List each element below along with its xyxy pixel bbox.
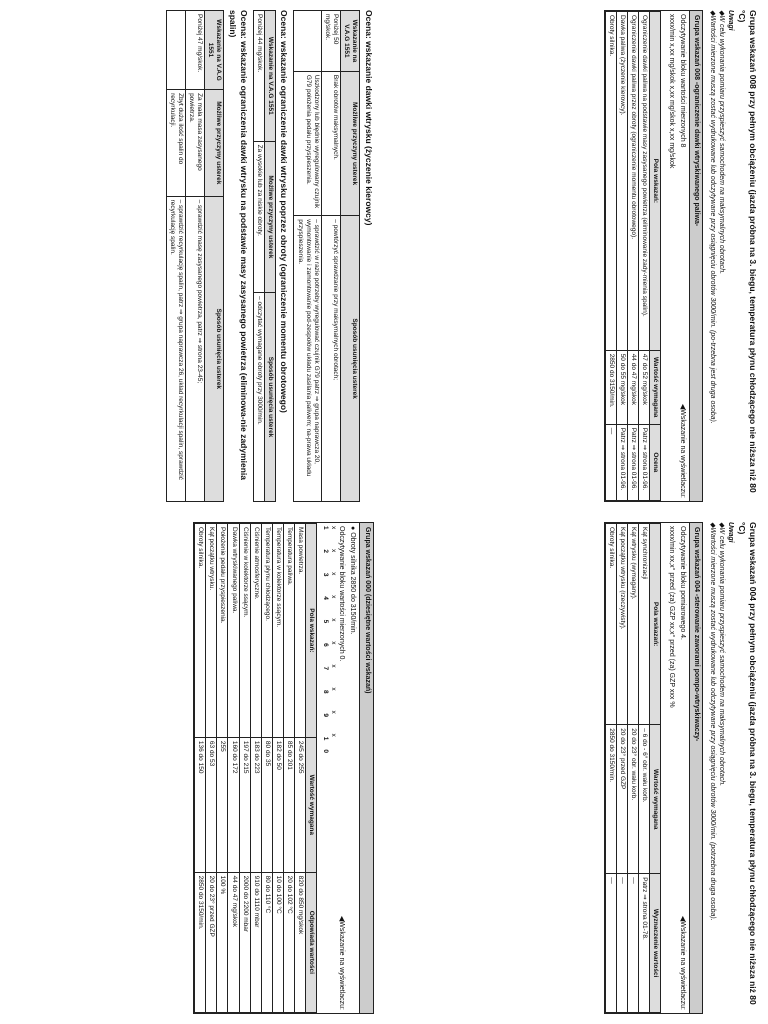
table-cell: Za wysokie lub za niskie obroty.: [253, 141, 264, 292]
page-section-group-004: [384, 512, 768, 1024]
display-label: ◀ Wskazanie na wyświetlaczu:: [677, 404, 686, 498]
table-cell: 80 do 110 °C: [261, 872, 272, 1012]
table-cell: – sprawdzić w razie potrzeby wyregulować czujnik G79 patrz ⇒ grupa naprawcza 20, wymontowanie i zamontowanie pod-zespołów układu zasilania paliwem; na-prawa układu przyspieszenia.: [294, 216, 321, 502]
table-row: [284, 524, 295, 1013]
notes-heading: Uwagi: [726, 10, 734, 31]
display-label: ◀ Wskazanie na wyświetlaczu:: [337, 916, 346, 1010]
table-cell: 245 do 255: [295, 737, 306, 872]
table-cell: Poniżej 50 mg/skok.: [321, 11, 340, 72]
read-block-label: Odczytywanie bloku wartości mierzonych 0.: [338, 526, 346, 662]
table-cell: 2850 do 3150/min.: [605, 350, 616, 424]
table-cell: Kąt początku wtrysku (rzeczywisty).: [616, 524, 627, 725]
table-cell: 20 do 23° obr. wału korb.: [627, 725, 638, 874]
table-cell: 2850 do 3150/min.: [605, 725, 616, 874]
table-cell: Kąt synchronizacji: [639, 524, 650, 725]
read-block-label: Odczytywanie bloku wartości mierzonych 8: [678, 14, 686, 148]
table-cell: 85 do 201: [284, 737, 295, 872]
table-cell: —: [627, 874, 638, 1013]
table-row: [228, 524, 239, 1013]
table-cell: 136 do 150: [195, 737, 206, 872]
table-row: [616, 12, 627, 501]
table-cell: Temperatura paliwa.: [284, 524, 295, 738]
table-cell: Dawka paliwa (życzenie kierowcy).: [616, 12, 627, 351]
table-cell: [166, 11, 185, 90]
table-cell: Obroty silnika.: [195, 524, 206, 738]
table-cell: Patrz ⇒ strona 01-78.: [639, 874, 650, 1013]
table-row: [616, 524, 627, 1013]
section-title: Grupa wskazań 008 przy pełnym obciążeniu (jazda próbna na 3. biegu, temperatura płynu chłodzącego nie niższa niż 80 °C): [737, 10, 758, 493]
table-cell: 50 do 55 mg/skok: [616, 350, 627, 424]
table-cell: 20 do 23° przed GZP: [206, 872, 217, 1012]
table-cell: – sprawdzić masę zasysanego powietrza, patrz ⇒ strona 23-45;: [185, 196, 204, 501]
table-cell: Zbyt duża ilość spalin do recyrkulacji.: [166, 90, 185, 197]
table-cell: 10 do 100 °C: [273, 872, 284, 1012]
table-row: [605, 524, 616, 1013]
table-row: [627, 12, 638, 501]
table-group-008: Pola wskazań: Wartość wymagana Ocena Ograniczenie dawki paliwa na podstawie masy zasysanego powietrza (eliminowanie zady-mienia spalin). 47 do 52 mg/skok Patrz ⇒ strona 01-96. Ograniczenie dawki paliwa przez obroty (ograniczenie momentu obrotowego). 44 do 47 mg/skok Patrz ⇒ strona 01-96. Dawka paliwa (życzenie kierowcy). 50 do 55 mg/skok Patrz ⇒ strona 01-96. Obroty silnika. 2850 do 3150/min. —: [605, 11, 662, 501]
table-cell: 183 do 223: [250, 737, 261, 872]
section-title: Ocena: wskazanie dawki wtrysku (życzenie kierowcy): [364, 10, 374, 226]
table-cell: 2850 do 3150/min.: [195, 872, 206, 1012]
table-group-004: Pola wskazań: Wartość wymagana Wyznaczenie wartości Kąt synchronizacji – 6 do - 6° obr. wału korb. Patrz ⇒ strona 01-78. Kąt wtrysku (wymagany). 20 do 23° obr. wału korb. — Kąt początku wtrysku (rzeczywisty). 20 do 23° przed GZP — Obroty silnika. 2850 do 3150/min. —: [605, 523, 662, 1013]
table-row: [321, 11, 340, 502]
table-row: [627, 524, 638, 1013]
table-cell: Położenie pedału przyspieszenia.: [217, 524, 228, 738]
display-group-000: [193, 522, 374, 1014]
note-item: ◆ W celu wykonania pomiaru przyspieszyć samochodem na maksymalnych obrotach.: [716, 522, 725, 1014]
table-cell: 20 do 23° przed GZP: [616, 725, 627, 874]
note-item: ◆ Wartości mierzone muszą zostać wydrukowane lub odczytywane przy osiągnięciu obrotów 3000/min. (potrzebna druga osoba).: [708, 522, 717, 1014]
table-cell: Patrz ⇒ strona 01-96.: [616, 424, 627, 500]
table-cell: – sprawdzić recyrkulację spalin, patrz ⇒ grupa naprawcza 26, układ recyrkulacji spalin, sprawdzić recyrkulację spalin.: [166, 196, 185, 501]
table-cell: Patrz ⇒ strona 01-96.: [627, 424, 638, 500]
table-cell: Brak obrotów maksymalnych.: [321, 71, 340, 215]
table-cell: 47 do 52 mg/skok: [639, 350, 650, 424]
table-cell: 80 do 35: [261, 737, 272, 872]
table-cell: 182 do 50: [273, 737, 284, 872]
table-cell: Uszkodzony lub błędnie wyregulowany czujnik G79 położenia pedału przyspieszenia.: [294, 71, 321, 215]
table-cell: Kąt wtrysku (wymagany).: [627, 524, 638, 725]
table-cell: – powtórzyć sprawdzanie przy maksymalnych obrotach;: [321, 216, 340, 502]
table-row: [185, 11, 204, 502]
table-cell: Dawka wtryskiwanego paliwa.: [228, 524, 239, 738]
display-label: ◀ Wskazanie na wyświetlaczu:: [677, 916, 686, 1010]
table-rpm-limit: Wskazanie na V.A.G 1551 Możliwe przyczyny usterek Sposób usunięcia usterek Poniżej 44 mg/skok. Za wysokie lub za niskie obroty. – odczytać wymagane obroty przy 3000/min.: [253, 10, 276, 502]
table-row: [294, 11, 321, 502]
table-cell: 100 %: [217, 872, 228, 1012]
note-item: ◆ Wartości mierzone muszą zostać wydrukowane lub odczytywane przy osiągnięciu obrotów 3000/min. (po-trzebna jest druga osoba).: [708, 10, 717, 502]
table-row: [206, 524, 217, 1013]
section-title: Ocena: wskazanie ograniczenia dawki wtrysku na podstawie masy zasysanego powietrza (eliminowa-nie zadymienia spalin): [228, 10, 249, 481]
field-numbers: 1 2 3 4 5 6 7 8 9 10: [321, 526, 329, 763]
table-cell: 63 do 53: [206, 737, 217, 872]
section-title: Ocena: wskazanie ograniczenie dawki wtrysku poprzez obroty (ograniczenie momentu obrotowego): [279, 10, 290, 413]
table-cell: [294, 11, 321, 72]
read-block-label: Odczytywanie bloku pomiarowego 4.: [678, 526, 686, 641]
note-item: ◆ W celu wykonania pomiaru przyspieszyć samochodem na maksymalnych obrotach.: [716, 10, 725, 502]
table-cell: 44 do 47 mg/skok: [228, 872, 239, 1012]
table-cell: 20 do 102 °C: [284, 872, 295, 1012]
table-cell: – odczytać wymagane obroty przy 3000/min.: [253, 293, 264, 502]
table-cell: 160 do 172: [228, 737, 239, 872]
group-title: Grupa wskazań 008 -ograniczenie dawki wtryskiwanego paliwa-: [689, 11, 703, 501]
table-cell: 910 do 1110 mbar: [250, 872, 261, 1012]
table-cell: Kąt początku wtrysku.: [206, 524, 217, 738]
table-cell: —: [605, 424, 616, 500]
table-air-mass-limit: Wskazanie na V.A.G 1551 Możliwe przyczyny usterek Sposób usunięcia usterek Poniżej 47 mg/skok. Za mała masa zasysanego powietrza. – sprawdzić masę zasysanego powietrza, patrz ⇒ strona 23-45; Zbyt duża ilość spalin do recyrkulacji. – sprawdzić recyrkulację spalin, patrz ⇒ grupa naprawcza 26, układ recyrkulacji spalin, sprawdzić recyrkulację spalin.: [166, 10, 225, 502]
notes-heading: Uwagi: [726, 522, 734, 543]
display-group-008: [604, 10, 704, 502]
table-row: [639, 12, 650, 501]
col-header: Sposób usunięcia usterek: [341, 216, 360, 502]
table-row: [166, 11, 185, 502]
display-group-004: [604, 522, 704, 1014]
table-row: [195, 524, 206, 1013]
page-section-group-000: [0, 0, 384, 512]
col-header: Wskazanie na V.A.G 1551: [341, 11, 360, 72]
table-cell: Masa powietrza.: [295, 524, 306, 738]
table-cell: Temperatura płynu chłodzącego.: [261, 524, 272, 738]
col-header: Możliwe przyczyny usterek: [341, 71, 360, 215]
page-section-group-000-table: [0, 512, 384, 1024]
table-cell: Poniżej 44 mg/skok.: [253, 11, 264, 142]
display-values: xxxx/min xx,x° przed (za) GZP xx,x° przed (za) GZP xxx %: [668, 526, 675, 708]
group-title: Grupa wskazań 000 (dziesiętne wartości wskazań): [359, 523, 373, 1013]
table-cell: Ciśnienie w kolektorze ssącym.: [239, 524, 250, 738]
table-cell: Poniżej 47 mg/skok.: [185, 11, 204, 90]
table-cell: 44 do 47 mg/skok: [627, 350, 638, 424]
table-cell: Ciśnienie atmosferyczne.: [250, 524, 261, 738]
rpm-condition: ● Obroty silnika 2850 do 3150/min.: [349, 526, 357, 635]
display-values: xxxx/min x,xx mg/skok x,xx mg/skok x,xx mg/skok: [668, 14, 675, 169]
table-row: [217, 524, 228, 1013]
table-row: [239, 524, 250, 1013]
table-row: [605, 12, 616, 501]
table-cell: —: [616, 874, 627, 1013]
table-row: [261, 524, 272, 1013]
table-injection-dose: [294, 10, 361, 502]
display-placeholders: x x x x x x x x x x: [329, 526, 337, 746]
table-cell: – 6 do - 6° obr. wału korb.: [639, 725, 650, 874]
table-cell: Obroty silnika.: [605, 12, 616, 351]
section-title: Grupa wskazań 004 przy pełnym obciążeniu (jazda próbna na 3. biegu, temperatura płynu chłodzącego nie niższa niż 80 °C): [737, 522, 758, 1005]
table-cell: Ograniczenie dawki paliwa na podstawie masy zasysanego powietrza (eliminowanie zady-mienia spalin).: [639, 12, 650, 351]
table-cell: 255: [217, 737, 228, 872]
table-group-000: Pola wskazań: Wartość wymagana Odpowiada wartości Masa powietrza. 245 do 255 820 do 850 mg/skok Temperatura paliwa. 85 do 201 20 do 102 °C Temperatura w kolektorze ssącym. 182 do 50 10 do 100 °C Temperatura płynu chłodzącego. 80 do 35 80 do 110 °C Ciśnienie atmosferyczne. 183 do 223 910 do 1110 mbar Ciśnienie w kolektorze ssącym. 197 do 215 2000 do 2200 mbar Dawka wtryskiwanego paliwa. 160 do 172 44 do 47 mg/skok Położenie pedału przyspieszenia. 255 100 % Kąt początku wtrysku. 63 do 53 20 do 23° przed GZP Obroty silnika. 136 do 150 2850 do 3150/min.: [194, 523, 317, 1013]
table-cell: Ograniczenie dawki paliwa przez obroty (ograniczenie momentu obrotowego).: [627, 12, 638, 351]
table-cell: Patrz ⇒ strona 01-96.: [639, 424, 650, 500]
table-row: [639, 524, 650, 1013]
table-cell: Temperatura w kolektorze ssącym.: [273, 524, 284, 738]
table-cell: 2000 do 2200 mbar: [239, 872, 250, 1012]
table-cell: —: [605, 874, 616, 1013]
table-row: [295, 524, 306, 1013]
table-cell: 197 do 215: [239, 737, 250, 872]
table-cell: Obroty silnika.: [605, 524, 616, 725]
table-cell: Za mała masa zasysanego powietrza.: [185, 90, 204, 197]
table-row: [253, 11, 264, 502]
group-title: Grupa wskazań 004 -sterowanie zaworami pompo-wtryskiwaczy-: [689, 523, 703, 1013]
table-row: [273, 524, 284, 1013]
table-row: [250, 524, 261, 1013]
table-cell: 820 do 850 mg/skok: [295, 872, 306, 1012]
page-section-group-008: [384, 0, 768, 512]
